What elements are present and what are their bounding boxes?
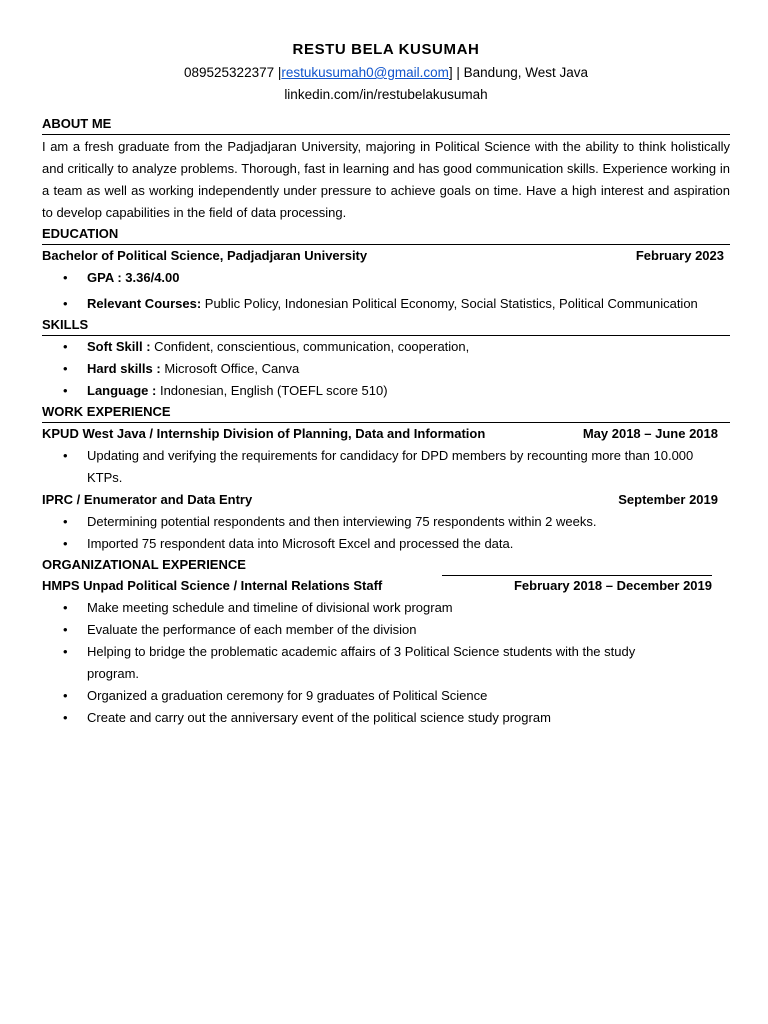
job-date: May 2018 – June 2018 [582, 426, 718, 441]
list-item [42, 619, 730, 641]
org-date: February 2018 – December 2019 [513, 578, 712, 593]
list-item [42, 641, 730, 685]
skill-label: Soft Skill : [87, 339, 151, 354]
bullet-icon: • [63, 710, 68, 725]
contact-line [42, 62, 730, 84]
list-item [42, 511, 730, 533]
email-link[interactable]: restukusumah0@gmail.com [281, 65, 449, 80]
courses-value: Public Policy, Indonesian Political Economy, Social Statistics, Political Communication [201, 296, 698, 311]
bullet-icon: • [63, 270, 68, 285]
about-text: I am a fresh graduate from the Padjadjaran University, majoring in Political Science with the ability to think holistically and critically to analyze problems. Thorough, fast in learning and has good communication skills. Experience working in a team as well as working independently under pressure to achieve goals on time. Have a high interest and aspiration to develop capabilities in the field of data processing. [42, 139, 730, 220]
bullet-icon: • [63, 339, 68, 354]
education-list [42, 267, 730, 315]
list-item [42, 267, 730, 289]
work-heading: WORK EXPERIENCE [42, 402, 730, 423]
org-heading: ORGANIZATIONAL EXPERIENCE [42, 555, 712, 575]
job-bullets [42, 511, 730, 555]
bullet-icon: • [63, 688, 68, 703]
list-item [42, 445, 730, 489]
bullet-icon: • [63, 644, 68, 659]
about-heading: ABOUT ME [42, 114, 730, 135]
contact-separator: | [274, 65, 282, 80]
job-title: KPUD West Java / Internship Division of Planning, Data and Information [42, 426, 486, 441]
resume-page [42, 40, 730, 729]
bullet-icon: • [63, 361, 68, 376]
org-bullet-text: Helping to bridge the problematic academic affairs of 3 Political Science students with the study program. [87, 644, 636, 681]
degree-title: Bachelor of Political Science, Padjadjaran University [42, 248, 368, 263]
bullet-icon: • [63, 600, 68, 615]
job-row [42, 423, 730, 445]
org-bullets [42, 597, 730, 729]
skill-value: Microsoft Office, Canva [160, 361, 300, 376]
org-row [42, 575, 730, 597]
org-bullet-text: Make meeting schedule and timeline of divisional work program [87, 600, 453, 615]
skills-list [42, 336, 730, 402]
org-bullet-text: Organized a graduation ceremony for 9 graduates of Political Science [87, 688, 488, 703]
bullet-icon: • [63, 383, 68, 398]
bullet-icon: • [63, 514, 68, 529]
job-bullet-text: Imported 75 respondent data into Microsoft Excel and processed the data. [87, 536, 514, 551]
gpa-text: GPA : 3.36/4.00 [87, 270, 180, 285]
skill-value: Indonesian, English (TOEFL score 510) [156, 383, 388, 398]
bullet-icon: • [63, 448, 68, 463]
skill-value: Confident, conscientious, communication, cooperation, [150, 339, 470, 354]
job-date: September 2019 [618, 492, 718, 507]
linkedin-url: linkedin.com/in/restubelakusumah [284, 87, 488, 102]
org-bullet-text: Evaluate the performance of each member of the division [87, 622, 417, 637]
job-title: IPRC / Enumerator and Data Entry [42, 492, 253, 507]
bullet-icon: • [63, 536, 68, 551]
list-item [42, 336, 730, 358]
org-title: HMPS Unpad Political Science / Internal Relations Staff [42, 578, 383, 593]
list-item [42, 685, 730, 707]
candidate-name: RESTU BELA KUSUMAH [292, 41, 480, 58]
job-bullets [42, 445, 730, 489]
list-item [42, 597, 730, 619]
job-bullet-text: Updating and verifying the requirements for candidacy for DPD members by recounting more than 10.000 KTPs. [87, 448, 694, 485]
list-item [42, 358, 730, 380]
job-row [42, 489, 730, 511]
skill-label: Language : [87, 383, 157, 398]
education-heading: EDUCATION [42, 224, 730, 245]
skills-heading: SKILLS [42, 315, 730, 336]
list-item [42, 380, 730, 402]
list-item [42, 533, 730, 555]
org-bullet-text: Create and carry out the anniversary event of the political science study program [87, 710, 551, 725]
location-text: ] | Bandung, West Java [448, 65, 588, 80]
bullet-icon: • [63, 296, 68, 311]
job-bullet-text: Determining potential respondents and then interviewing 75 respondents within 2 weeks. [87, 514, 597, 529]
list-item [42, 293, 730, 315]
list-item [42, 707, 730, 729]
skill-label: Hard skills : [87, 361, 161, 376]
courses-label: Relevant Courses: [87, 296, 202, 311]
degree-date: February 2023 [635, 248, 724, 263]
phone-number: 089525322377 [184, 65, 275, 80]
bullet-icon: • [63, 622, 68, 637]
education-row [42, 245, 730, 267]
